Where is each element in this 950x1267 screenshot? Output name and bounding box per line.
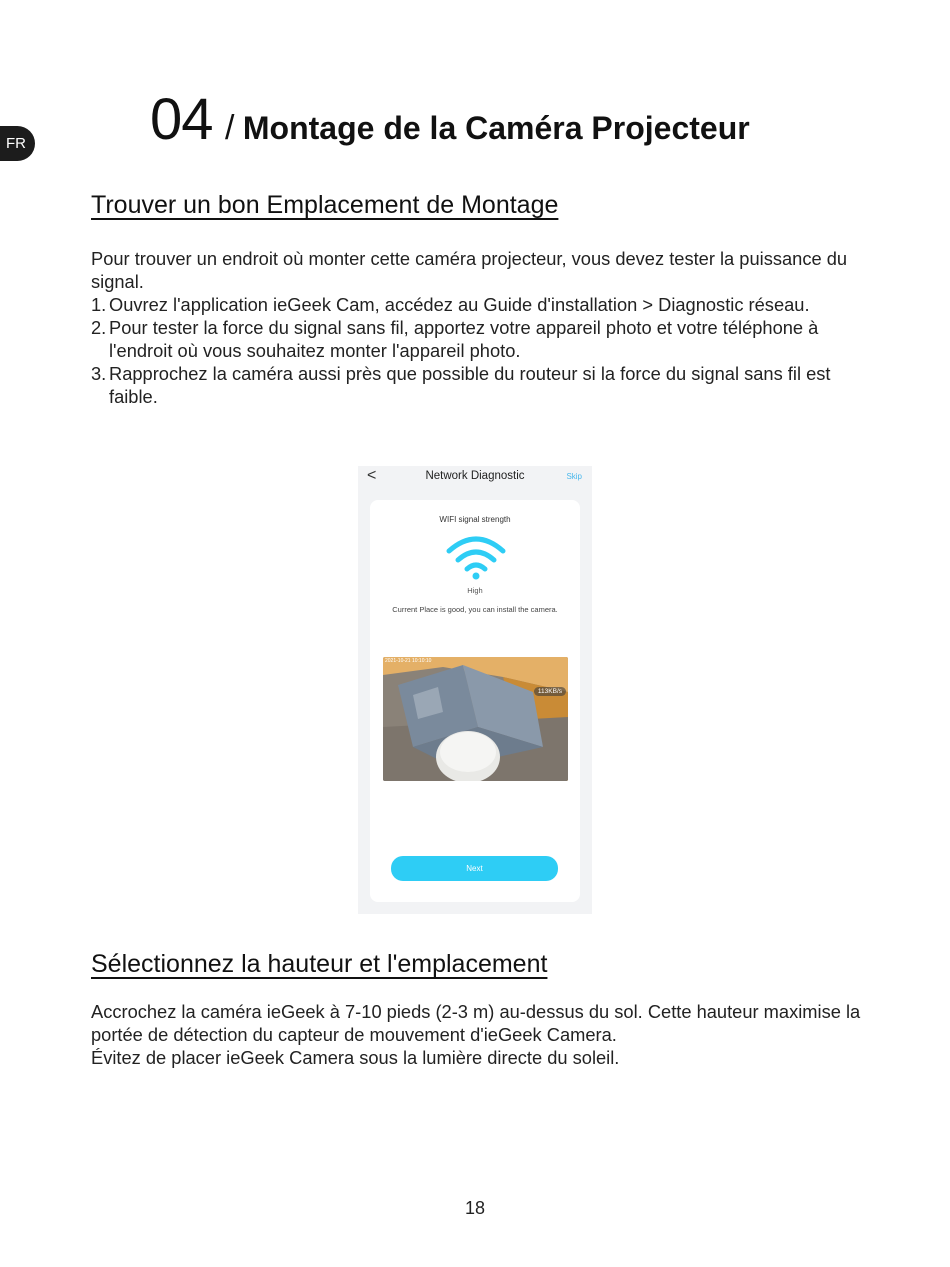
live-preview bbox=[383, 657, 568, 781]
app-title: Network Diagnostic bbox=[425, 470, 525, 482]
signal-level: High bbox=[467, 586, 483, 595]
step-number: 3. bbox=[91, 363, 107, 384]
chapter-number: 04 bbox=[150, 87, 213, 152]
diagnostic-card bbox=[370, 500, 580, 902]
section-title-height-location: Sélectionnez la hauteur et l'emplacement bbox=[91, 950, 548, 978]
wifi-strength-label: WIFI signal strength bbox=[439, 515, 511, 524]
height-paragraph bbox=[91, 1000, 861, 1069]
step-number: 1. bbox=[91, 294, 107, 315]
chapter-heading bbox=[150, 86, 750, 153]
phone-screenshot bbox=[358, 466, 592, 914]
step-text: Rapprochez la caméra aussi près que possible du routeur si la force du signal sans fil est faible. bbox=[109, 363, 831, 407]
page-number: 18 bbox=[464, 1198, 486, 1218]
next-button[interactable]: Next bbox=[391, 856, 558, 881]
app-header bbox=[358, 466, 592, 488]
step-text: Pour tester la force du signal sans fil, apportez votre appareil photo et votre téléphone à l'endroit où vous souhaitez monter l'appareil photo. bbox=[109, 317, 819, 361]
step-number: 2. bbox=[91, 317, 107, 338]
skip-button[interactable]: Skip bbox=[566, 472, 582, 481]
signal-description: Current Place is good, you can install the camera. bbox=[392, 605, 558, 614]
step-item bbox=[91, 293, 861, 316]
step-item bbox=[91, 362, 861, 408]
chapter-separator: / bbox=[224, 109, 235, 147]
step-item bbox=[91, 316, 861, 362]
wifi-icon bbox=[445, 533, 507, 581]
steps-list bbox=[91, 293, 861, 408]
bitrate-badge: 113KB/s bbox=[534, 687, 566, 696]
chevron-left-icon[interactable]: < bbox=[367, 467, 377, 484]
sunlight-warning: Évitez de placer ieGeek Camera sous la lumière directe du soleil. bbox=[91, 1047, 620, 1068]
chapter-title: Montage de la Caméra Projecteur bbox=[242, 110, 750, 146]
intro-paragraph: Pour trouver un endroit où monter cette caméra projecteur, vous devez tester la puissance du signal. bbox=[91, 248, 848, 292]
video-timestamp: 2021-10-21 10:10:10 bbox=[385, 658, 432, 664]
step-text: Ouvrez l'application ieGeek Cam, accédez au Guide d'installation > Diagnostic réseau. bbox=[109, 294, 810, 315]
language-tab: FR bbox=[0, 126, 35, 161]
height-paragraph-line: Accrochez la caméra ieGeek à 7-10 pieds (2-3 m) au-dessus du sol. Cette hauteur maximise la portée de détection du capteur de mouvement d'ieGeek Camera. bbox=[91, 1001, 861, 1045]
room-preview-image bbox=[383, 657, 568, 781]
section-title-mounting-location: Trouver un bon Emplacement de Montage bbox=[91, 191, 559, 219]
